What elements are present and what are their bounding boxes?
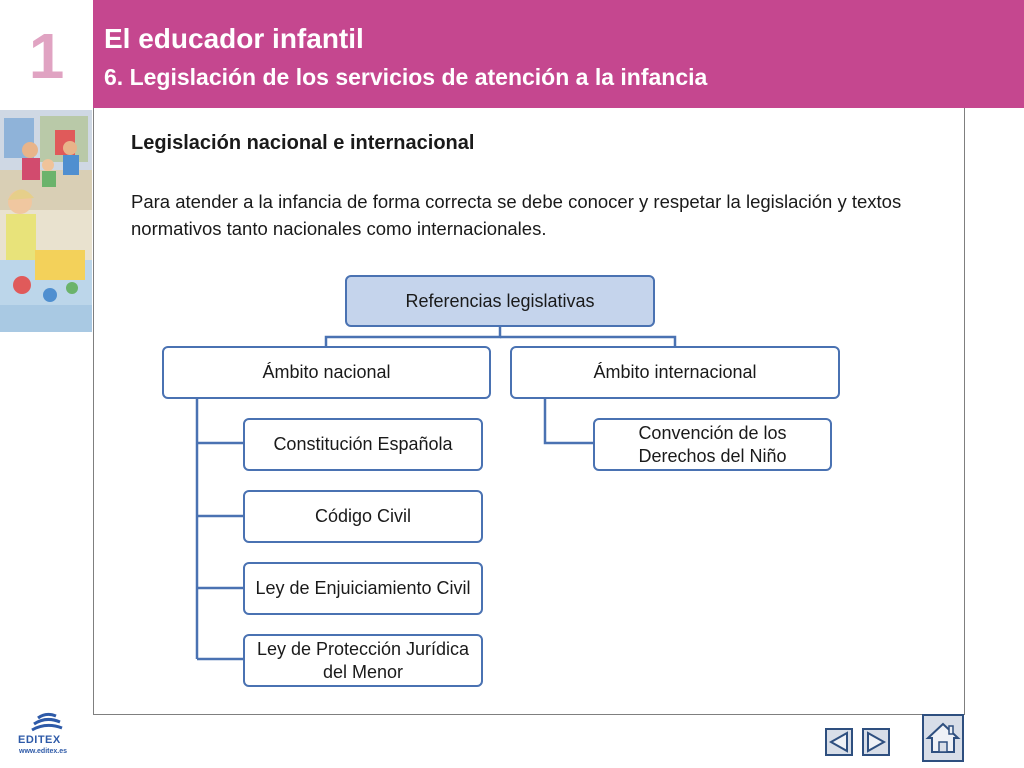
logo-name: EDITEX bbox=[18, 734, 61, 746]
previous-button[interactable] bbox=[825, 728, 853, 756]
node-national-item: Constitución Española bbox=[243, 418, 483, 471]
node-root: Referencias legislativas bbox=[345, 275, 655, 327]
intro-paragraph: Para atender a la infancia de forma correcta se debe conocer y respetar la legislación y textos normativos tanto nacionales como internacionales. bbox=[131, 191, 902, 239]
next-button[interactable] bbox=[862, 728, 890, 756]
node-national-item: Ley de Protección Jurídica del Menor bbox=[243, 634, 483, 687]
arrow-left-icon bbox=[827, 730, 851, 754]
slide-subtitle: 6. Legislación de los servicios de atención a la infancia bbox=[104, 64, 708, 90]
node-national-item: Código Civil bbox=[243, 490, 483, 543]
node-national: Ámbito nacional bbox=[162, 346, 491, 399]
unit-number: 1 bbox=[28, 20, 65, 92]
node-national-item: Ley de Enjuiciamiento Civil bbox=[243, 562, 483, 615]
node-international: Ámbito internacional bbox=[510, 346, 840, 399]
section-heading: Legislación nacional e internacional bbox=[131, 132, 475, 154]
node-international-item: Convención de los Derechos del Niño bbox=[593, 418, 832, 471]
home-icon bbox=[924, 716, 962, 760]
slide-title: El educador infantil bbox=[104, 23, 364, 54]
home-button[interactable] bbox=[922, 714, 964, 762]
arrow-right-icon bbox=[864, 730, 888, 754]
logo-url: www.editex.es bbox=[19, 748, 67, 755]
